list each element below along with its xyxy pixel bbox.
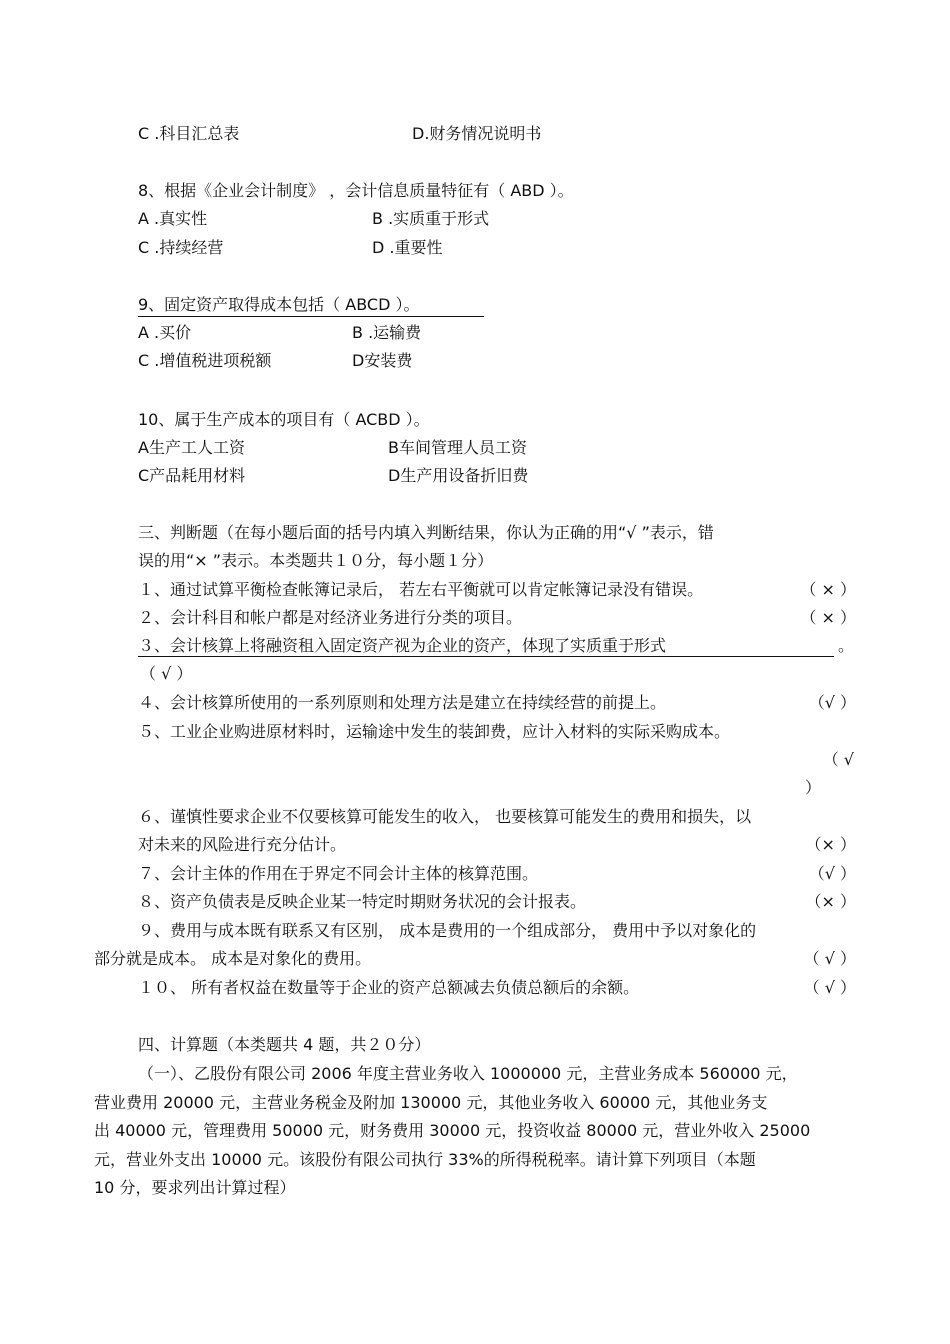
judge-item-5: ５、工业企业购进原材料时，运输途中发生的装卸费，应计入材料的实际采购成本。 (138, 722, 731, 741)
judge-item-3-underline (138, 656, 834, 657)
judge-item-1: １、通过试算平衡检查帐簿记录后， 若左右平衡就可以肯定帐簿记录没有错误。 (138, 580, 704, 599)
judge-item-3-tail: 。 (838, 636, 855, 655)
judge-answer-4: （√ ） (808, 693, 856, 712)
q10-stem: 10、属于生产成本的项目有（ ACBD ）。 (138, 410, 430, 429)
judge-item-8: ８、资产负债表是反映企业某一特定时期财务状况的会计报表。 (138, 892, 587, 911)
section4-para-line5: 10 分，要求列出计算过程） (94, 1178, 296, 1197)
judge-item-6-cont: 对未来的风险进行充分估计。 (138, 835, 347, 854)
q9-option-c: C .增值税进项税额 (138, 351, 272, 370)
judge-answer-5a: （ √ (822, 750, 854, 769)
section4-para-line1: （一）、乙股份有限公司 2006 年度主营业务收入 1000000 元，主营业务成本 560000 元， (138, 1064, 798, 1083)
q10-option-c: C产品耗用材料 (138, 466, 246, 485)
q9-underline (138, 316, 484, 317)
judge-item-9: ９、费用与成本既有联系又有区别， 成本是费用的一个组成部分， 费用中予以对象化的 (138, 921, 757, 940)
q8-option-d: D .重要性 (372, 238, 443, 257)
q8-option-b: B .实质重于形式 (372, 209, 490, 228)
judge-item-3: ３、会计核算上将融资租入固定资产视为企业的资产，体现了实质重于形式 (138, 636, 667, 655)
q9-option-a: A .买价 (138, 323, 192, 342)
judge-answer-10: （ √ ） (803, 978, 856, 997)
q7-option-c: C .科目汇总表 (138, 124, 240, 143)
judge-item-2: ２、会计科目和帐户都是对经济业务进行分类的项目。 (138, 608, 523, 627)
judge-answer-7: （√ ） (808, 864, 856, 883)
judge-item-4: ４、会计核算所使用的一系列原则和处理方法是建立在持续经营的前提上。 (138, 693, 667, 712)
judge-item-6: ６、谨慎性要求企业不仅要核算可能发生的收入， 也要核算可能发生的费用和损失，以 (138, 807, 752, 826)
q9-option-b: B .运输费 (352, 323, 422, 342)
judge-answer-5b: ） (805, 778, 822, 797)
q8-option-a: A .真实性 (138, 209, 208, 228)
judge-item-10: １０、 所有者权益在数量等于企业的资产总额减去负债总额后的余额。 (138, 978, 640, 997)
q9-option-d: D安装费 (352, 351, 413, 370)
judge-answer-9: （ √ ） (803, 949, 856, 968)
section4-para-line4: 元，营业外支出 10000 元。该股份有限公司执行 33%的所得税税率。请计算下列项目（本题 (94, 1150, 756, 1169)
q10-option-b: B车间管理人员工资 (388, 438, 527, 457)
q10-option-a: A生产工人工资 (138, 438, 245, 457)
judge-item-9-cont: 部分就是成本。 成本是对象化的费用。 (94, 949, 372, 968)
judge-answer-6: （× ） (805, 835, 856, 854)
judge-item-7: ７、会计主体的作用在于界定不同会计主体的核算范围。 (138, 864, 539, 883)
q7-option-d: D.财务情况说明书 (412, 124, 542, 143)
section3-heading-line1: 三、判断题（在每小题后面的括号内填入判断结果，你认为正确的用“√ ”表示，错 (138, 523, 714, 542)
q8-option-c: C .持续经营 (138, 238, 224, 257)
judge-answer-3: （ √ ） (140, 664, 193, 683)
section4-para-line3: 出 40000 元，管理费用 50000 元，财务费用 30000 元，投资收益 80000 元，营业外收入 25000 (94, 1121, 811, 1140)
judge-answer-1: （ × ） (800, 580, 856, 599)
q10-option-d: D生产用设备折旧费 (388, 466, 529, 485)
section4-heading: 四、计算题（本类题共 4 题，共２０分） (138, 1035, 431, 1054)
section3-heading-line2: 误的用“× ”表示。本类题共１０分，每小题１分） (138, 551, 494, 570)
section4-para-line2: 营业费用 20000 元，主营业务税金及附加 130000 元，其他业务收入 60000 元，其他业务支 (94, 1093, 768, 1112)
q8-stem: 8、根据《企业会计制度》 ，会计信息质量特征有（ ABD ）。 (138, 181, 574, 200)
judge-answer-2: （ × ） (800, 608, 856, 627)
q9-stem: 9、固定资产取得成本包括（ ABCD ）。 (138, 295, 420, 314)
judge-answer-8: （× ） (805, 892, 856, 911)
